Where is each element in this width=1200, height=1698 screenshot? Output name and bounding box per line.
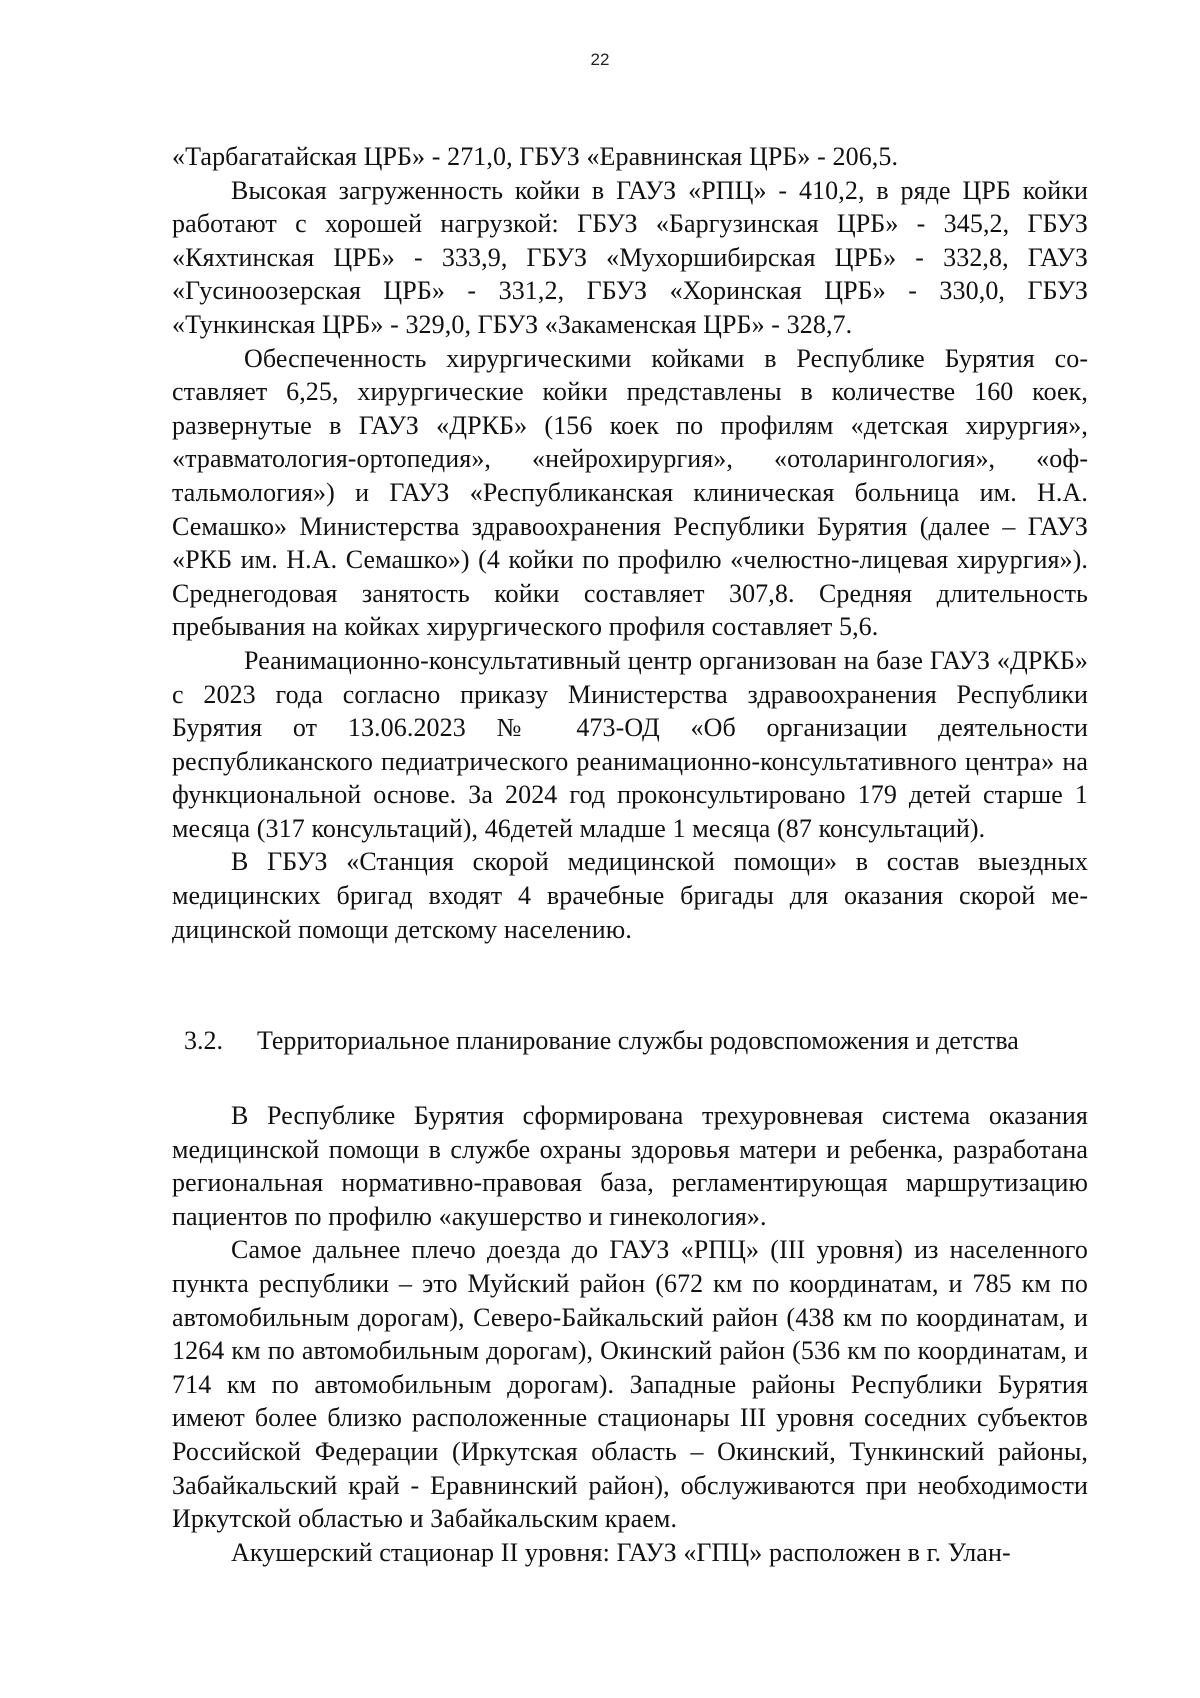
page-number: 22 (590, 50, 610, 69)
paragraph-bed-load: Высокая загруженность койки в ГАУЗ «РПЦ» - 410,2, в ряде ЦРБ койки работают с хорошей нагрузкой: ГБУЗ «Баргузинская ЦРБ» - 345,2, ГБУЗ «Кяхтинская ЦРБ» - 333,9, ГБУЗ «Мухоршибирская ЦРБ» - 332,8, ГАУЗ «Гусиноозерская ЦРБ» - 331,2, ГБУЗ «Хоринская ЦРБ» - 330,0, ГБУЗ «Тункинская ЦРБ» - 329,0, ГБУЗ «Закаменская ЦРБ» - 328,7. (172, 175, 1088, 339)
document-body-bottom (172, 1099, 1088, 1569)
paragraph-distance: Самое дальнее плечо доезда до ГАУЗ «РПЦ» (III уровня) из населенного пункта республики – это Муйский район (672 км по координатам, и 785 км по автомобильным дорогам), Северо-Байкальский район (438 км по координатам, и 1264 км по автомобильным дорогам), Окинский район (536 км по координатам, и 714 км по автомобильным дорогам). Западные районы Республики Бурятия имеют более близко расположенные стационары III уровня соседних субъектов Российской Федерации (Иркутская область – Окинский, Тункинский районы, Забайкальский край - Еравнинский район), обслуживаются при необходимости Иркутской областью и Забайкальским краем. (172, 1235, 1088, 1534)
paragraph-ambulance: В ГБУЗ «Станция скорой медицинской помощи» в состав выездных медицинских бригад входят 4 врачебные бригады для оказания скорой медицинской помощи детскому населению. (172, 847, 1088, 944)
paragraph-level-two: Акушерский стационар II уровня: ГАУЗ «ГПЦ» расположен в г. Улан- (231, 1537, 1011, 1567)
paragraph-continuation: «Тарбагатайская ЦРБ» - 271,0, ГБУЗ «Еравнинская ЦРБ» - 206,5. (172, 142, 899, 171)
paragraph-surgical-beds: Обеспеченность хирургическими койками в Республике Бурятия составляет 6,25, хирургические койки представлены в количестве 160 коек, развернутые в ГАУЗ «ДРКБ» (156 коек по профилям «детская хирургия», «травматология-ортопедия», «нейрохирургия», «отоларингология», «офтальмология») и ГАУЗ «Республиканская клиническая больница им. Н.А. Семашко» Министерства здравоохранения Республики Бурятия (далее – ГАУЗ «РКБ им. Н.А. Семашко») (4 койки по профилю «челюстно-лицевая хирургия»). Среднегодовая занятость койки составляет 307,8. Средняя длительность пребывания на койках хирургического профиля составляет 5,6. (172, 343, 1088, 642)
section-number: 3.2. (184, 1026, 223, 1055)
section-title: Территориальное планирование службы родовспоможения и детства (257, 1026, 1019, 1055)
section-heading (184, 1024, 1088, 1058)
paragraph-three-level-system: В Республике Бурятия сформирована трехуровневая система оказания медицинской помощи в службе охраны здоровья матери и ребенка, разработана региональная нормативно-правовая база, регламентирующая маршрутизацию пациентов по профилю «акушерство и гинекология». (172, 1101, 1088, 1231)
document-body-top (172, 140, 1088, 946)
paragraph-resuscitation-center: Реанимационно-консультативный центр организован на базе ГАУЗ «ДРКБ» с 2023 года согласно приказу Министерства здравоохранения Республики Бурятия от 13.06.2023 № 473-ОД «Об организации деятельности республиканского педиатрического реанимационно-консультативного центра» на функциональной основе. За 2024 год проконсультировано 179 детей старше 1 месяца (317 консультаций), 46детей младше 1 месяца (87 консультаций). (172, 645, 1088, 843)
